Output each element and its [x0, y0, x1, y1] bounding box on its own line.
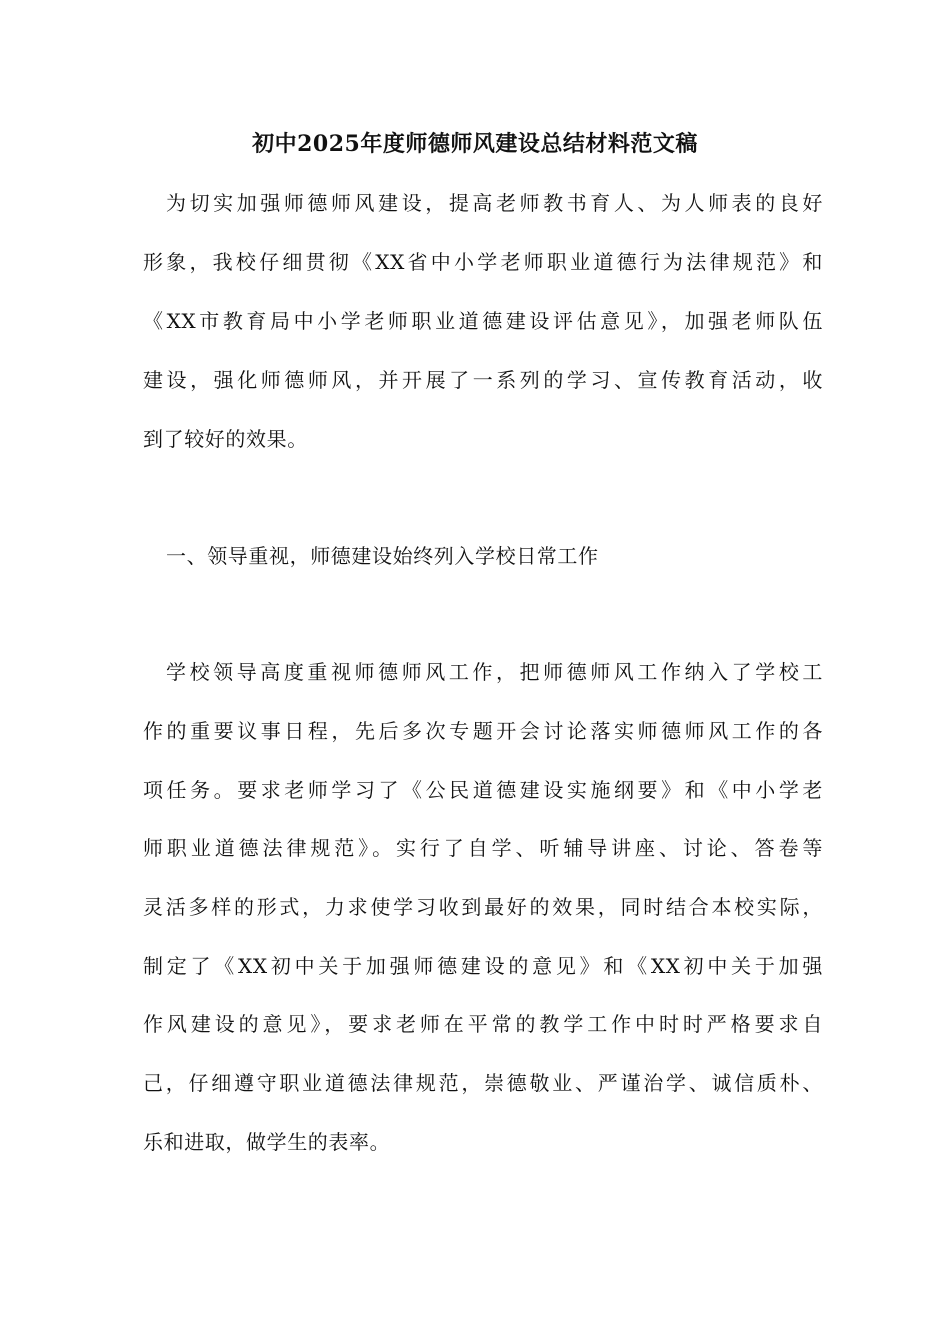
paragraph-line: 制定了《XX初中关于加强师德建设的意见》和《XX初中关于加强	[143, 954, 823, 978]
paragraph-line: 到了较好的效果。	[143, 427, 308, 451]
paragraph-line: 学校领导高度重视师德师风工作，把师德师风工作纳入了学校工	[166, 660, 823, 684]
paragraph-line: 项任务。要求老师学习了《公民道德建设实施纲要》和《中小学老	[143, 778, 823, 802]
paragraph-line: 作的重要议事日程，先后多次专题开会讨论落实师德师风工作的各	[143, 719, 823, 743]
section-heading: 一、领导重视，师德建设始终列入学校日常工作	[166, 544, 599, 568]
paragraph-line: 乐和进取，做学生的表率。	[143, 1130, 391, 1154]
document-title: 初中2025年度师德师风建设总结材料范文稿	[252, 131, 698, 157]
paragraph-line: 形象，我校仔细贯彻《XX省中小学老师职业道德行为法律规范》和	[143, 250, 823, 274]
paragraph-line: 为切实加强师德师风建设，提高老师教书育人、为人师表的良好	[166, 191, 823, 215]
paragraph-line: 己，仔细遵守职业道德法律规范，崇德敬业、严谨治学、诚信质朴、	[143, 1071, 823, 1095]
paragraph-line: 灵活多样的形式，力求使学习收到最好的效果，同时结合本校实际，	[143, 895, 823, 919]
paragraph-line: 建设，强化师德师风，并开展了一系列的学习、宣传教育活动，收	[143, 368, 823, 392]
paragraph-line: 师职业道德法律规范》。实行了自学、听辅导讲座、讨论、答卷等	[143, 836, 823, 860]
paragraph-line: 《XX市教育局中小学老师职业道德建设评估意见》，加强老师队伍	[143, 309, 823, 333]
paragraph-line: 作风建设的意见》，要求老师在平常的教学工作中时时严格要求自	[143, 1012, 823, 1036]
